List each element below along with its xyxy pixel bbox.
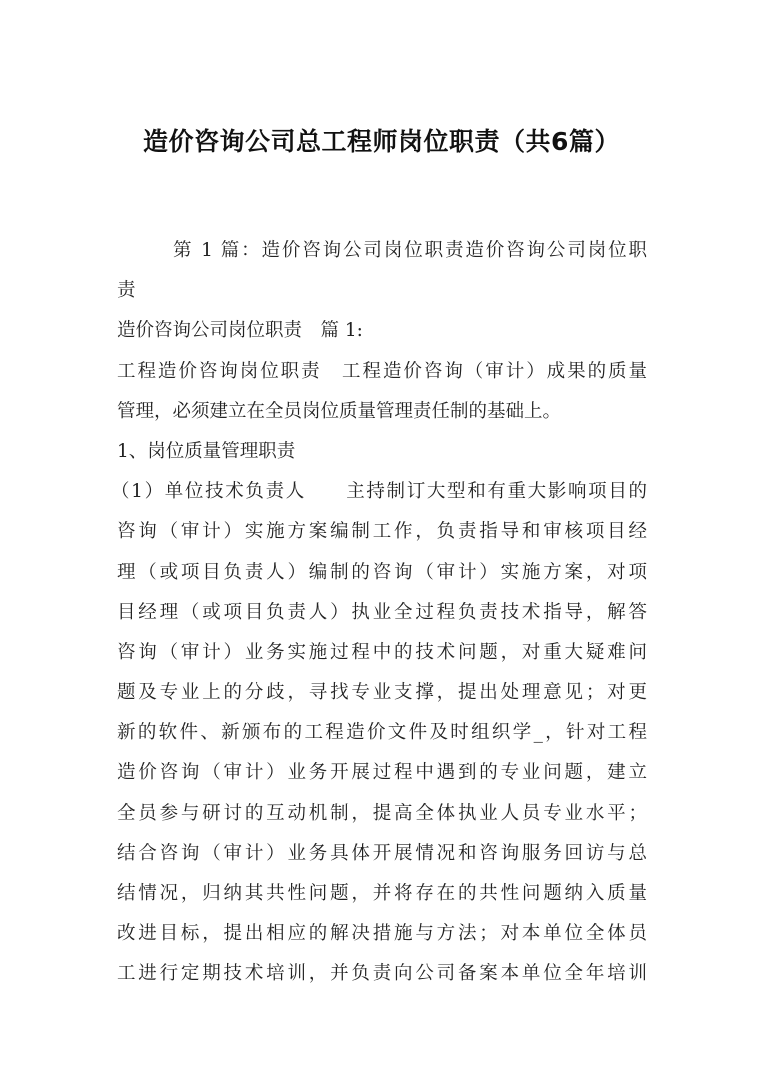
paragraph-line: 造价咨询（审计）业务开展过程中遇到的专业问题，建立 (117, 762, 647, 784)
paragraph-line: 结情况，归纳其共性问题，并将存在的共性问题纳入质量 (117, 883, 647, 904)
paragraph-line: 造价咨询公司岗位职责 篇 1: (117, 320, 363, 342)
paragraph-line: 管理，必须建立在全员岗位质量管理责任制的基础上。 (117, 400, 562, 422)
paragraph-line: 题及专业上的分歧，寻找专业支撑，提出处理意见；对更 (117, 682, 647, 704)
paragraph-line: 目经理（或项目负责人）执业全过程负责技术指导，解答 (117, 601, 647, 623)
paragraph-line: 结合咨询（审计）业务具体开展情况和咨询服务回访与总 (117, 842, 647, 864)
paragraph-line: 理（或项目负责人）编制的咨询（审计）实施方案，对项 (117, 561, 647, 583)
document-body (111, 233, 647, 997)
paragraph-line: 全员参与研讨的互动机制，提高全体执业人员专业水平； (117, 802, 647, 824)
paragraph-line: 咨询（审计）实施方案编制工作，负责指导和审核项目经 (117, 521, 647, 543)
section-heading: 第 1 篇：造价咨询公司岗位职责造价咨询公司岗位职 (173, 240, 647, 261)
paragraph-line: 咨询（审计）业务实施过程中的技术问题，对重大疑难问 (117, 641, 647, 663)
paragraph-line: （1）单位技术负责人 主持制订大型和有重大影响项目的 (111, 481, 647, 503)
paragraph-line: 改进目标，提出相应的解决措施与方法；对本单位全体员 (117, 923, 647, 945)
paragraph-line: 责 (117, 280, 136, 302)
paragraph-line: 工进行定期技术培训，并负责向公司备案本单位全年培训 (117, 963, 647, 985)
paragraph-line: 新的软件、新颁布的工程造价文件及时组织学_，针对工程 (117, 722, 647, 744)
list-heading: 1、岗位质量管理职责 (117, 440, 296, 462)
paragraph-line: 工程造价咨询岗位职责 工程造价咨询（审计）成果的质量 (117, 360, 647, 382)
document-title: 造价咨询公司总工程师岗位职责（共6篇） (143, 127, 620, 156)
